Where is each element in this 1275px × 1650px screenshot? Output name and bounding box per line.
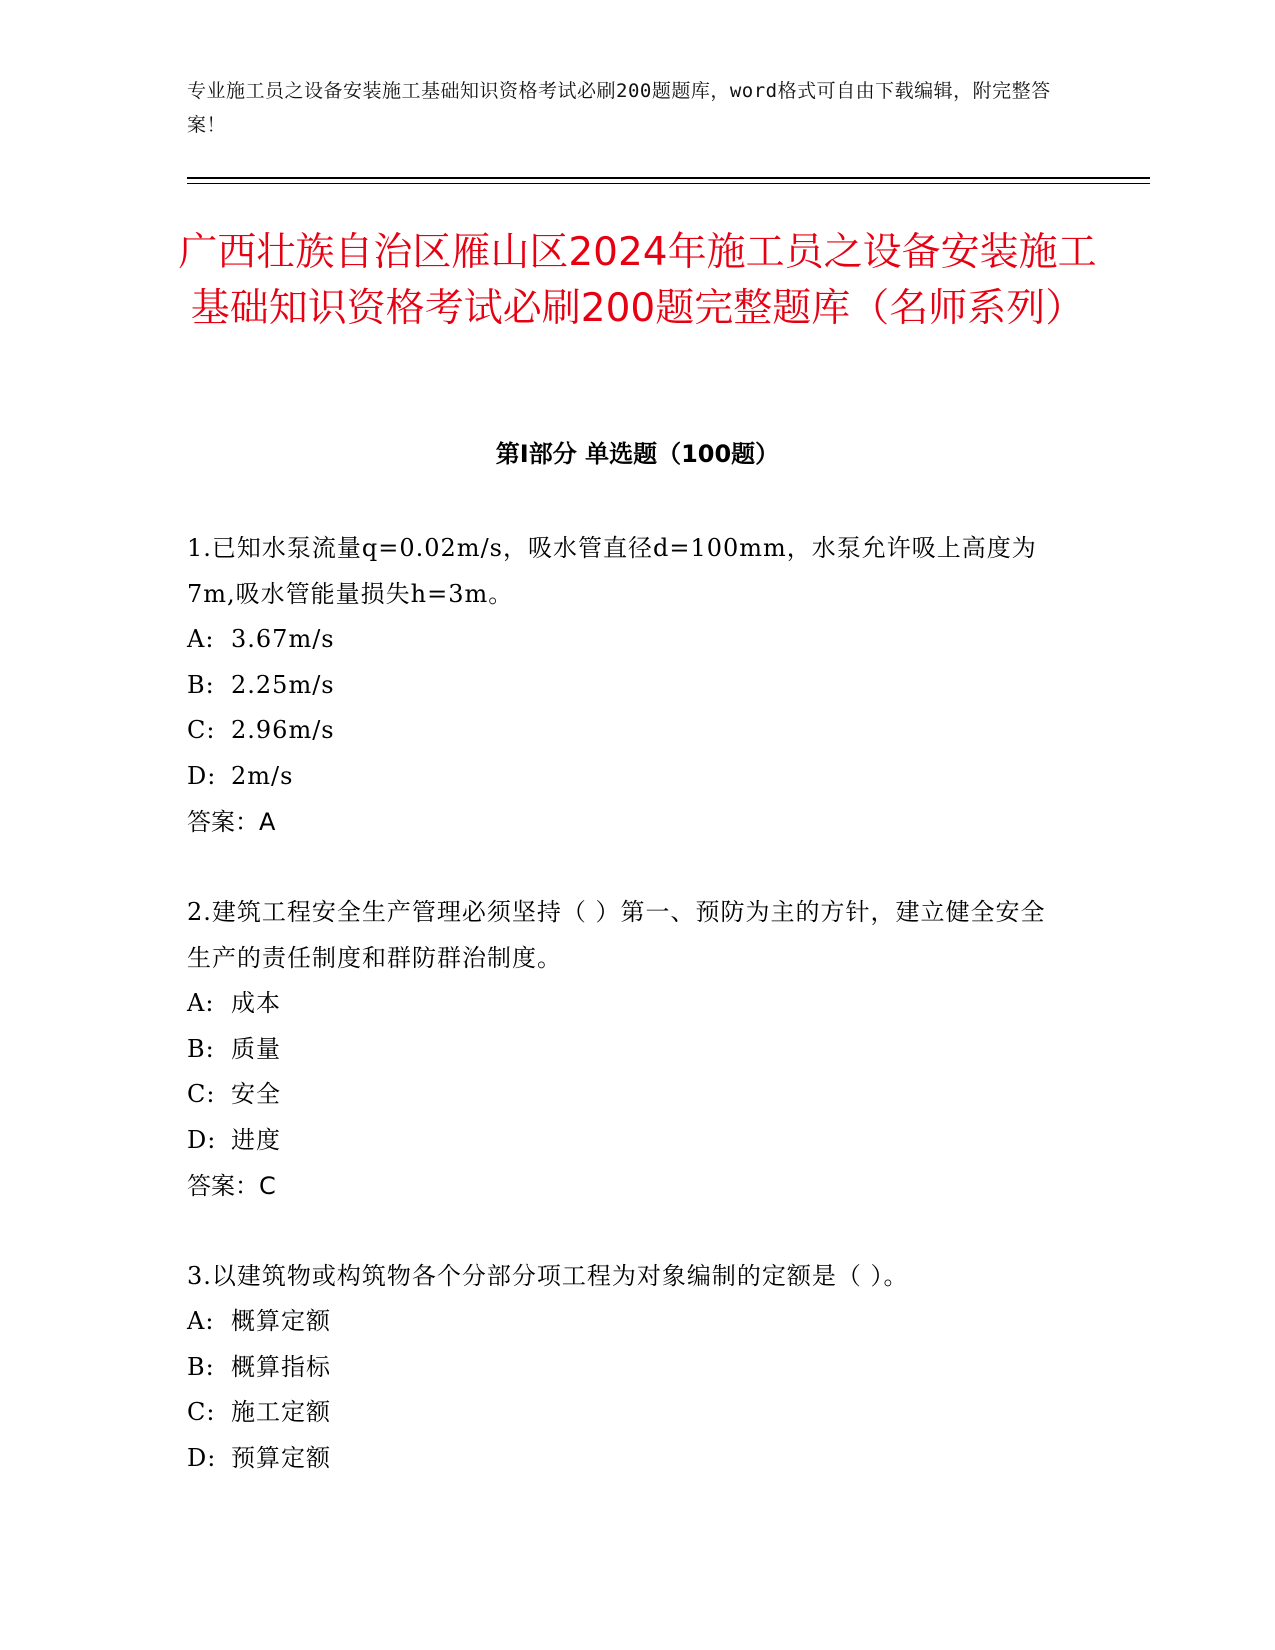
option-c [187,1072,1067,1118]
option-text: 质量 [231,1034,281,1063]
option-letter: A: [187,989,215,1017]
document-title: 广西壮族自治区雁山区2024年施工员之设备安装施工基础知识资格考试必刷200题完整题库（名师系列） [178,230,1097,331]
option-list [187,617,1067,799]
question-list [187,525,1067,1481]
option-a [187,981,1067,1027]
option-text: 成本 [231,989,281,1017]
option-text: 2.25m/s [231,670,335,699]
option-list [187,1299,1067,1481]
option-text: 概算定额 [231,1307,331,1335]
header-divider-thin [187,183,1150,184]
option-letter: A: [187,1307,215,1335]
option-text: 预算定额 [231,1443,331,1472]
header-note: 专业施工员之设备安装施工基础知识资格考试必刷200题题库，word格式可自由下载编辑，附完整答案！ [187,80,1051,136]
question-stem: 3.以建筑物或构筑物各个分部分项工程为对象编制的定额是（ ）。 [187,1262,909,1290]
question-stem: 2.建筑工程安全生产管理必须坚持（ ）第一、预防为主的方针，建立健全安全生产的责任制度和群防群治制度。 [187,898,1046,972]
option-letter: D: [187,1125,217,1154]
question-stem: 1.已知水泵流量q=0.02m/s，吸水管直径d=100mm，水泵允许吸上高度为7m,吸水管能量损失h=3m。 [187,534,1037,608]
question-answer: 答案：C [187,1172,276,1200]
option-text: 施工定额 [231,1398,331,1426]
option-text: 2.96m/s [231,716,335,744]
option-letter: C: [187,716,216,744]
option-text: 2m/s [231,761,294,790]
option-letter: B: [187,1034,215,1063]
question-1 [187,525,1067,845]
option-letter: B: [187,1352,215,1381]
option-b [187,1345,1067,1391]
option-d [187,1436,1067,1482]
section-heading: 第Ⅰ部分 单选题（100题） [495,440,780,468]
option-text: 3.67m/s [231,625,335,653]
option-letter: C: [187,1080,216,1108]
option-d [187,754,1067,800]
option-text: 安全 [231,1080,281,1108]
question-3 [187,1253,1067,1481]
option-text: 进度 [231,1125,281,1154]
option-text: 概算指标 [231,1352,331,1381]
option-a [187,1299,1067,1345]
option-letter: C: [187,1398,216,1426]
option-a [187,617,1067,663]
option-c [187,1390,1067,1436]
option-list [187,981,1067,1163]
question-2 [187,889,1067,1209]
option-letter: D: [187,761,217,790]
option-d [187,1118,1067,1164]
option-b [187,1027,1067,1073]
header-divider-thick [187,177,1150,179]
option-b [187,663,1067,709]
option-letter: A: [187,625,215,653]
option-letter: B: [187,670,215,699]
option-letter: D: [187,1443,217,1472]
question-answer: 答案：A [187,808,276,836]
option-c [187,708,1067,754]
